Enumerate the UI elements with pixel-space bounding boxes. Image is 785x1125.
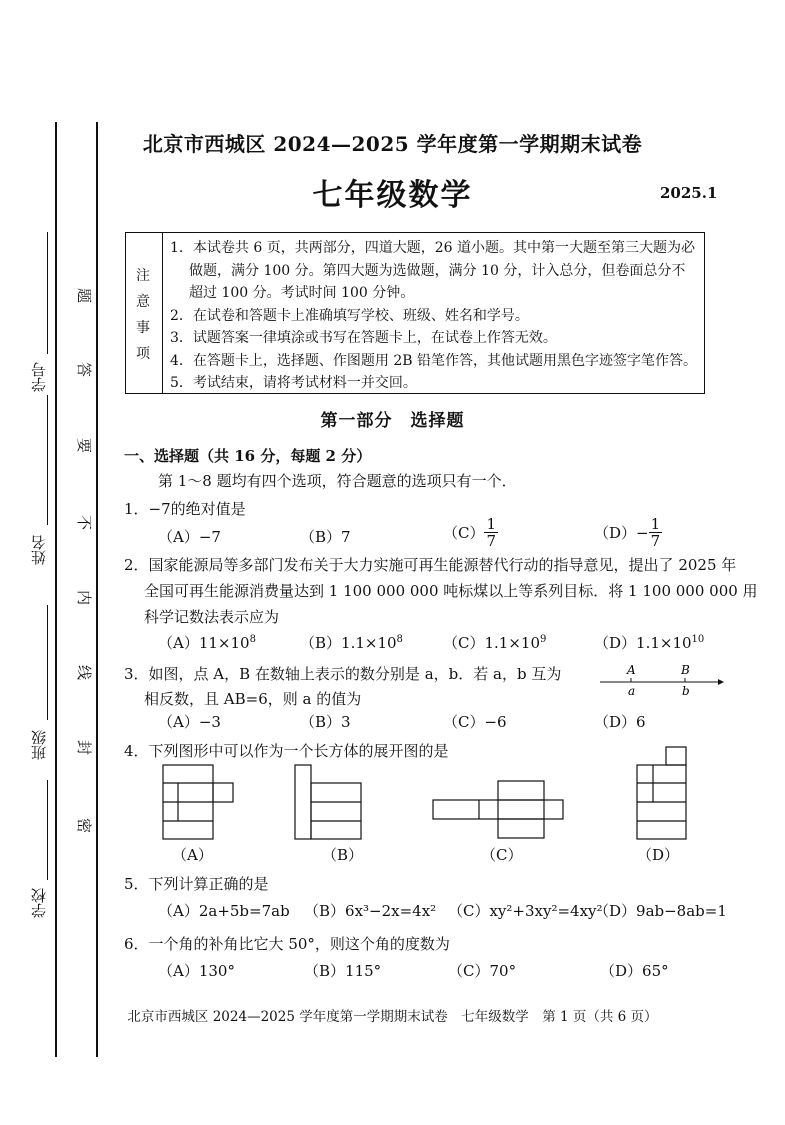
q1-fraction: [484, 516, 498, 549]
notice-box: [125, 232, 705, 394]
binding-line-inner: [96, 122, 98, 1057]
q1-option-d-label: （D）−: [594, 524, 649, 542]
q3-option-b[interactable]: （B）3: [300, 713, 351, 731]
subject-title: 七年级数学: [312, 178, 473, 213]
notice-item: 4．在答题卡上，选择题、作图题用 2B 铅笔作答，其他试题用黑色字迹签字笔作答。: [170, 352, 698, 369]
q2-option-a[interactable]: [158, 632, 256, 653]
q6-option-c[interactable]: （C）70°: [448, 962, 517, 980]
q4-net-c[interactable]: [432, 780, 564, 840]
q1-fraction: [649, 516, 663, 549]
q5-option-d[interactable]: （D）9ab−8ab=1: [594, 902, 727, 920]
exam-title: 北京市西城区 2024—2025 学年度第一学期期末试卷: [142, 132, 643, 156]
q2-option-c[interactable]: [443, 632, 546, 653]
q4-net-b[interactable]: [294, 764, 366, 840]
q2-a-exp: 8: [249, 634, 256, 645]
q6-option-a[interactable]: （A）130°: [158, 962, 235, 980]
q2-option-d[interactable]: [594, 632, 704, 653]
q6-option-b[interactable]: （B）115°: [304, 962, 382, 980]
value-a-label: a: [628, 684, 636, 698]
notice-item: 1．本试卷共 6 页，共两部分，四道大题，26 道小题。其中第一大题至第三大题为必做题，满分 100 分。第四大题为选做题，满分 10 分，计入总分，但卷面总分不超过 100 分。考试时间 100 分钟。: [170, 240, 695, 301]
q5-stem: 5．下列计算正确的是: [124, 875, 269, 893]
q3-option-c[interactable]: （C）−6: [443, 713, 507, 731]
q4-stem: 4．下列图形中可以作为一个长方体的展开图的是: [124, 742, 449, 760]
q1-option-d[interactable]: [594, 516, 662, 549]
q5-option-c[interactable]: （C）xy²+3xy²=4xy²: [448, 902, 603, 920]
notice-heading: [126, 233, 163, 393]
q4-option-b[interactable]: （B）: [322, 846, 364, 864]
q3-option-d[interactable]: （D）6: [594, 713, 646, 731]
seal-char: 答: [77, 360, 92, 378]
class-label: 班级: [30, 730, 48, 760]
number-line-figure: [594, 660, 724, 700]
seal-char: 不: [77, 513, 92, 531]
q4-option-c[interactable]: （C）: [481, 846, 523, 864]
notice-item: 3．试题答案一律填涂或书写在答题卡上，在试卷上作答无效。: [170, 330, 557, 346]
notice-item: 2．在试卷和答题卡上准确填写学校、班级、姓名和学号。: [170, 307, 529, 324]
q3-option-a[interactable]: （A）−3: [158, 713, 221, 731]
binding-line-outer: [55, 122, 57, 1057]
q2-a-text: （A）11×10: [158, 634, 250, 652]
q2-d-exp: 10: [691, 634, 705, 645]
q2-line: 科学记数法表示应为: [144, 608, 280, 626]
q2-b-text: （B）1.1×10: [300, 634, 397, 652]
fraction-numerator: 1: [650, 515, 661, 533]
q2-option-b[interactable]: [300, 632, 403, 653]
fraction-denominator: 7: [650, 532, 661, 550]
q2-c-text: （C）1.1×10: [443, 634, 540, 652]
school-label: 学校: [30, 888, 48, 918]
q1-stem: 1．−7的绝对值是: [124, 500, 246, 518]
q3-line: 3．如图，点 A，B 在数轴上表示的数分别是 a，b．若 a，b 互为: [124, 665, 562, 683]
name-label: 姓名: [30, 535, 48, 565]
q2-c-exp: 9: [540, 634, 547, 645]
seal-char: 密: [77, 816, 92, 834]
q2-line: 全国可再生能源消费量达到 1 100 000 000 吨标煤以上等系列目标．将 1 100 000 000 用: [144, 582, 758, 600]
q2-d-text: （D）1.1×10: [594, 634, 692, 652]
exam-date: 2025.1: [660, 184, 718, 202]
seal-char: 封: [77, 738, 92, 756]
q4-option-a[interactable]: （A）: [172, 846, 213, 864]
q3-line: 相反数，且 AB=6，则 a 的值为: [144, 690, 362, 708]
seal-char: 要: [77, 436, 92, 454]
class-field[interactable]: [47, 605, 48, 720]
notice-list: [170, 237, 698, 395]
seal-char: 线: [77, 663, 92, 681]
q2-line: 2．国家能源局等多部门发布关于大力实施可再生能源替代行动的指导意见，提出了 2025 年: [124, 556, 737, 574]
q6-option-d[interactable]: （D）65°: [600, 962, 669, 980]
value-b-label: b: [682, 684, 690, 698]
fraction-numerator: 1: [486, 515, 497, 533]
q1-option-a[interactable]: （A）−7: [158, 528, 221, 546]
notice-head-char: 事: [136, 320, 150, 336]
q6-stem: 6．一个角的补角比它大 50°，则这个角的度数为: [124, 935, 450, 953]
school-field[interactable]: [47, 780, 48, 880]
section-heading: 一、选择题（共 16 分，每题 2 分）: [124, 447, 372, 465]
q4-net-a[interactable]: [162, 764, 234, 840]
point-b-label: B: [681, 663, 690, 677]
fraction-denominator: 7: [486, 532, 497, 550]
point-a-label: A: [627, 663, 636, 677]
q4-option-d[interactable]: （D）: [637, 846, 680, 864]
q1-option-c-label: （C）: [443, 524, 485, 542]
notice-item: 5．考试结束，请将考试材料一并交回。: [170, 375, 417, 391]
q1-option-c[interactable]: [443, 516, 498, 549]
q5-option-a[interactable]: （A）2a+5b=7ab: [158, 902, 290, 920]
q4-net-d[interactable]: [636, 746, 688, 840]
q1-option-b[interactable]: （B）7: [300, 528, 351, 546]
id-field[interactable]: [47, 232, 48, 354]
id-label: 学号: [30, 362, 48, 392]
q5-option-b[interactable]: （B）6x³−2x=4x²: [304, 902, 437, 920]
seal-char: 题: [77, 286, 92, 304]
number-line-arrow: [718, 679, 724, 685]
q2-b-exp: 8: [396, 634, 403, 645]
notice-head-char: 项: [136, 346, 150, 362]
notice-head-char: 注: [136, 268, 150, 284]
section-instruction: 第 1～8 题均有四个选项，符合题意的选项只有一个．: [158, 472, 517, 490]
seal-char: 内: [77, 588, 92, 606]
notice-head-char: 意: [136, 294, 150, 310]
part-title: 第一部分 选择题: [320, 411, 465, 431]
page-footer: 北京市西城区 2024—2025 学年度第一学期期末试卷 七年级数学 第 1 页（共 6 页）: [127, 1009, 658, 1025]
